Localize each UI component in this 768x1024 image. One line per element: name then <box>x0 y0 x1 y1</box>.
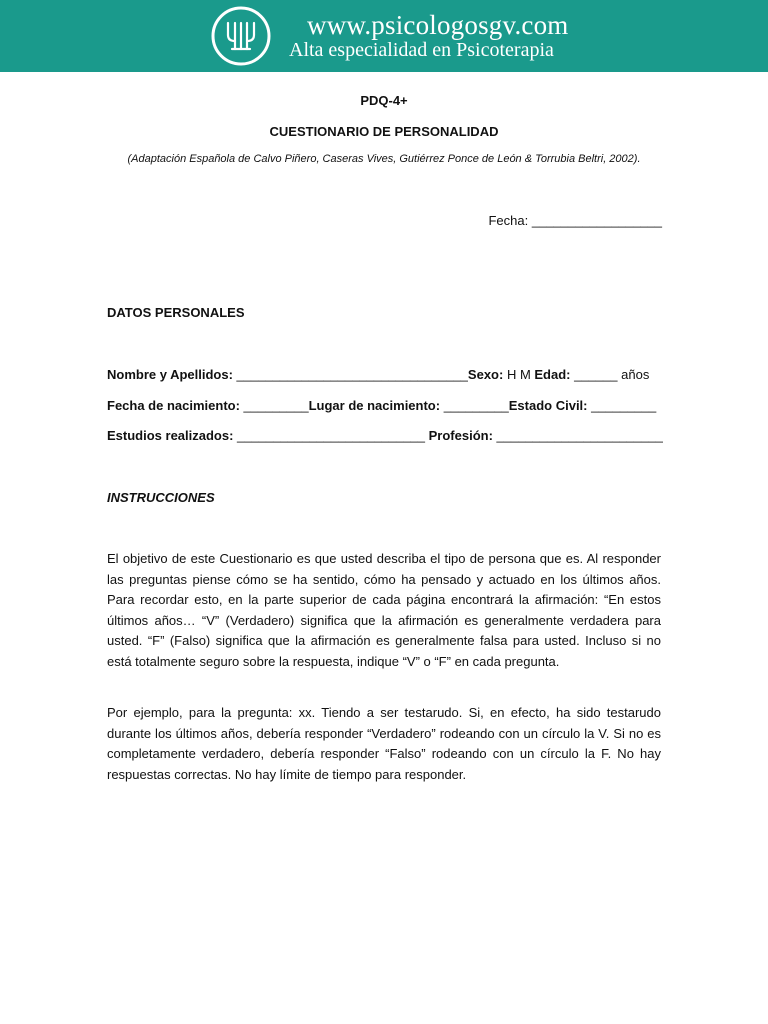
nacimiento-blank[interactable]: _________ <box>239 398 309 413</box>
civil-label: Estado Civil: <box>508 398 588 413</box>
edad-unit: años <box>621 367 650 382</box>
instructions-title: INSTRUCCIONES <box>107 490 215 505</box>
fecha-field <box>488 213 662 228</box>
instructions-paragraph-1: El objetivo de este Cuestionario es que usted describa el tipo de persona que es. Al responder las preguntas piense cómo se ha sentido, cómo ha pensado y actuado en los últimos años. Para recordar esto, en la parte superior de cada página encontrará la afirmación: “En estos últimos años… “V” (Verdadero) significa que la afirmación es generalmente verdadera para usted. “F” (Falso) significa que la afirmación es generalmente falsa para usted. Incluso si no está totalmente seguro sobre la respuesta, indique “V” o “F” en cada pregunta. <box>107 551 661 669</box>
site-tagline: Alta especialidad en Psicoterapia <box>289 39 554 61</box>
header-banner <box>0 0 768 72</box>
edad-blank[interactable]: ______ <box>570 367 622 382</box>
estudios-blank[interactable]: __________________________ <box>233 428 429 443</box>
fecha-label: Fecha: <box>488 213 529 228</box>
document-title: CUESTIONARIO DE PERSONALIDAD <box>269 124 499 139</box>
profesion-label: Profesión: <box>428 428 493 443</box>
site-url[interactable]: www.psicologosgv.com <box>307 10 569 40</box>
lugar-label: Lugar de nacimiento: <box>308 398 441 413</box>
nombre-blank[interactable]: ________________________________ <box>232 367 468 382</box>
instructions-paragraph-2: Por ejemplo, para la pregunta: xx. Tiendo a ser testarudo. Si, en efecto, ha sido testarudo durante los últimos años, debería responder “Verdadero” rodeando con un círculo la V. Si no es completamente verdadero, debería responder “Falso” rodeando con un círculo la F. No hay respuestas correctas. No hay límite de tiempo para responder. <box>107 705 661 782</box>
civil-blank[interactable]: _________ <box>587 398 657 413</box>
fecha-blank[interactable]: __________________ <box>531 213 662 228</box>
nacimiento-label: Fecha de nacimiento: <box>107 398 240 413</box>
estudios-label: Estudios realizados: <box>107 428 234 443</box>
lugar-blank[interactable]: _________ <box>440 398 509 413</box>
sexo-label: Sexo: <box>467 367 504 382</box>
nombre-label: Nombre y Apellidos: <box>107 367 233 382</box>
document-code: PDQ-4+ <box>360 93 408 108</box>
sexo-options[interactable]: H M <box>503 367 535 382</box>
profesion-blank[interactable]: _______________________ <box>492 428 663 443</box>
personal-row-1 <box>107 367 649 382</box>
personal-row-3 <box>107 428 663 443</box>
section-title: DATOS PERSONALES <box>107 305 245 320</box>
edad-label: Edad: <box>534 367 571 382</box>
personal-row-2 <box>107 398 656 413</box>
menorah-logo-icon <box>210 5 272 67</box>
document-subtitle: (Adaptación Española de Calvo Piñero, Caseras Vives, Gutiérrez Ponce de León & Torrubia Beltri, 2002). <box>127 153 641 165</box>
